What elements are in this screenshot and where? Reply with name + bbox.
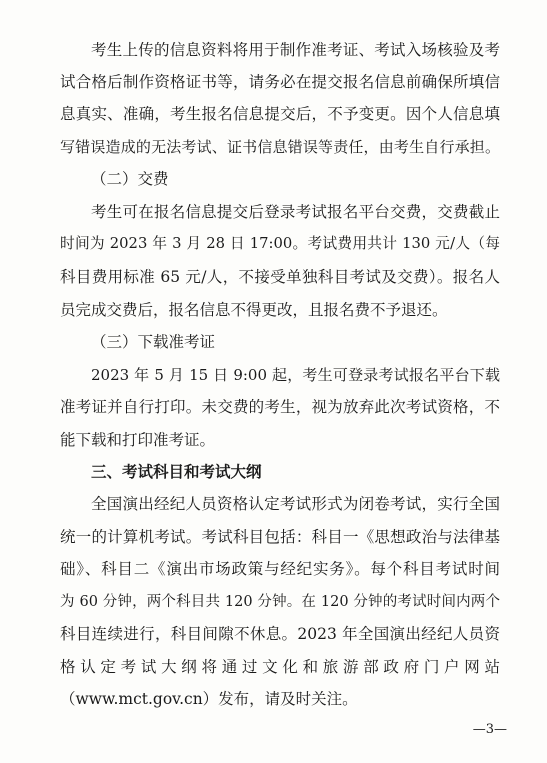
text-line: 为 60 分钟，两个科目共 120 分钟。在 120 分钟的考试时间内两个 (60, 594, 500, 610)
page-number: —3— (472, 722, 507, 737)
text-line: 统一的计算机考试。考试科目包括：科目一《思想政治与法律基 (60, 528, 500, 546)
text-line: （www.mct.gov.cn）发布，请及时关注。 (60, 690, 358, 708)
text-line: 试合格后制作资格证书等，请务必在提交报名信息前确保所填信 (60, 73, 500, 91)
text-line: 息真实、准确，考生报名信息提交后，不予变更。因个人信息填 (60, 105, 500, 123)
text-line: 础》、科目二《演出市场政策与经纪实务》。每个科目考试时间 (60, 560, 500, 578)
text-line: 时间为 2023 年 3 月 28 日 17:00。考试费用共计 130 元/人（每 (60, 235, 500, 252)
text-line: 员完成交费后，报名信息不得更改，且报名费不予退还。 (60, 301, 448, 319)
text-line: 科目费用标准 65 元/人，不接受单独科目考试及交费）。报名人 (60, 268, 500, 286)
text-line: 科目连续进行，科目间隙不休息。2023 年全国演出经纪人员资 (60, 625, 500, 643)
text-line: 2023 年 5 月 15 日 9:00 起，考生可登录考试报名平台下载 (91, 366, 500, 384)
text-line: 考生可在报名信息提交后登录考试报名平台交费，交费截止 (91, 203, 500, 221)
text-line: 准考证并自行打印。未交费的考生，视为放弃此次考试资格，不 (60, 398, 500, 416)
text-line: 考生上传的信息资料将用于制作准考证、考试入场核验及考 (91, 41, 500, 59)
subsection-heading: （二）交费 (91, 170, 169, 188)
text-line: 全国演出经纪人员资格认定考试形式为闭卷考试，实行全国 (91, 495, 500, 513)
text-line: 写错误造成的无法考试、证书信息错误等责任，由考生自行承担。 (60, 138, 500, 156)
subsection-heading: （三）下载准考证 (91, 333, 216, 351)
section-heading: 三、考试科目和考试大纲 (91, 463, 262, 481)
text-line: 能下载和打印准考证。 (60, 431, 216, 449)
text-line: 格认定考试大纲将通过文化和旅游部政府门户网站 (60, 658, 500, 676)
